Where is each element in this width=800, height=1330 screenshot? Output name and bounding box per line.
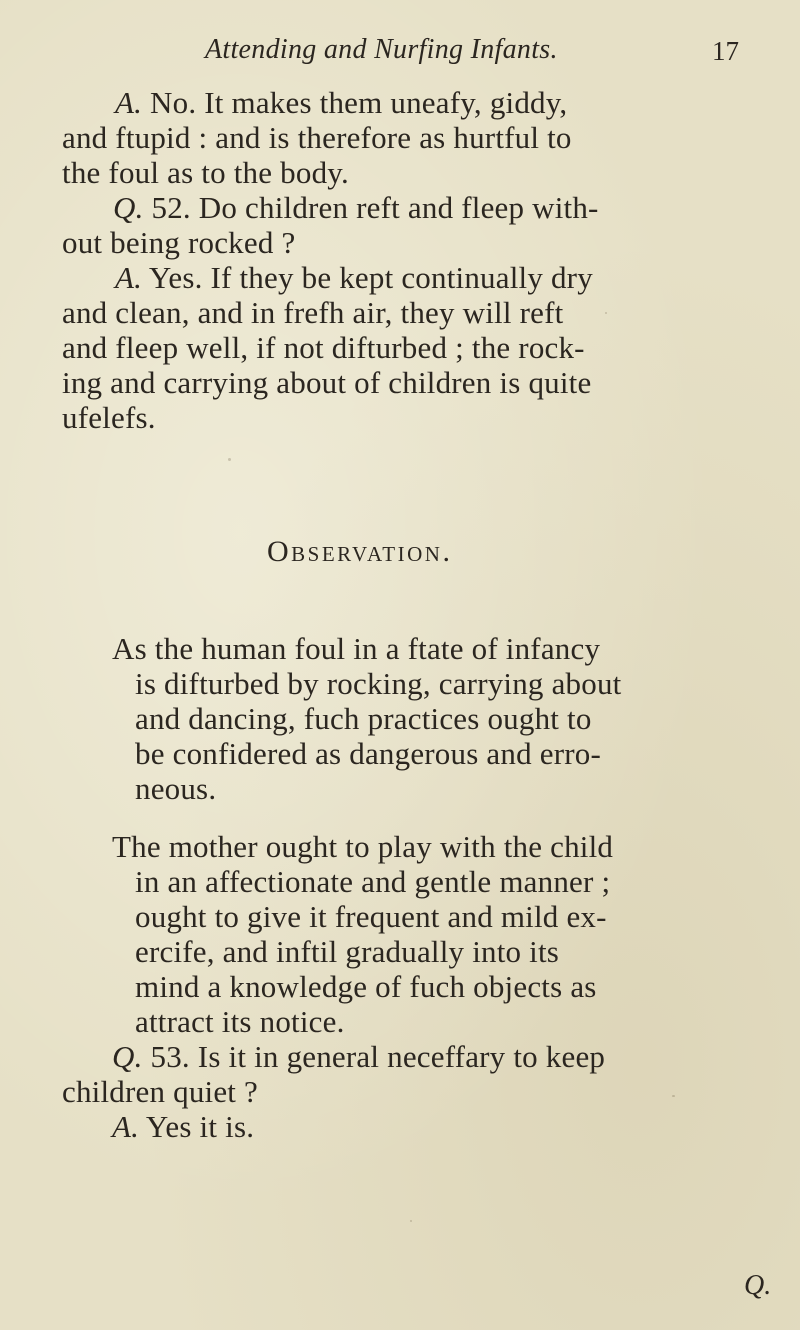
text-line xyxy=(115,86,567,120)
text-line xyxy=(62,226,295,260)
line-text: attract its notice. xyxy=(135,1004,345,1039)
paper-speck xyxy=(605,312,607,314)
text-line xyxy=(62,296,563,330)
text-line xyxy=(135,772,216,806)
line-text: 52. Do children reft and fleep with- xyxy=(143,190,599,225)
text-line xyxy=(135,737,601,771)
text-line xyxy=(115,261,593,295)
text-line xyxy=(113,191,599,225)
text-line xyxy=(62,156,349,190)
running-head xyxy=(0,34,800,74)
line-text: the foul as to the body. xyxy=(62,155,349,190)
line-text: The mother ought to play with the child xyxy=(112,829,614,864)
speaker-label: A. xyxy=(115,85,143,120)
text-line xyxy=(112,1040,605,1074)
paper-speck xyxy=(672,1095,675,1097)
text-line xyxy=(62,401,156,435)
line-text: Yes. If they be kept continually dry xyxy=(142,260,593,295)
speaker-label: Q. xyxy=(112,1039,143,1074)
line-text: ing and carrying about of children is quite xyxy=(62,365,592,400)
line-text: 53. Is it in general neceffary to keep xyxy=(142,1039,606,1074)
catchword: Q. xyxy=(744,1270,772,1301)
text-line xyxy=(112,632,600,666)
paper-speck xyxy=(410,1220,412,1222)
page-number: 17 xyxy=(712,36,739,66)
speaker-label: Q. xyxy=(113,190,144,225)
running-title: Attending and Nurfing Infants. xyxy=(205,34,558,65)
line-text: No. It makes them uneafy, giddy, xyxy=(142,85,568,120)
line-text: and clean, and in frefh air, they will reft xyxy=(62,295,564,330)
line-text: neous. xyxy=(135,771,217,806)
text-line xyxy=(112,830,613,864)
line-text: ought to give it frequent and mild ex- xyxy=(135,899,607,934)
text-line xyxy=(112,1110,254,1144)
speaker-label: A. xyxy=(115,260,143,295)
paper-speck xyxy=(228,458,231,461)
text-line xyxy=(62,1075,258,1109)
line-text: be confidered as dangerous and erro- xyxy=(135,736,601,771)
text-line xyxy=(135,970,597,1004)
text-line xyxy=(135,935,559,969)
text-line xyxy=(135,702,592,736)
line-text: is difturbed by rocking, carrying about xyxy=(135,666,622,701)
line-text: Yes it is. xyxy=(139,1109,255,1144)
line-text: and fleep well, if not difturbed ; the rock- xyxy=(62,330,585,365)
line-text: and dancing, fuch practices ought to xyxy=(135,701,592,736)
speaker-label: A. xyxy=(112,1109,140,1144)
text-line xyxy=(62,121,572,155)
text-line xyxy=(135,900,607,934)
text-line xyxy=(62,331,585,365)
section-heading: Observation. xyxy=(267,535,453,568)
line-text: out being rocked ? xyxy=(62,225,296,260)
line-text: children quiet ? xyxy=(62,1074,259,1109)
line-text: mind a knowledge of fuch objects as xyxy=(135,969,597,1004)
line-text: and ftupid : and is therefore as hurtful to xyxy=(62,120,572,155)
line-text: As the human foul in a ftate of infancy xyxy=(112,631,601,666)
text-line xyxy=(135,1005,345,1039)
text-line xyxy=(135,667,621,701)
line-text: in an affectionate and gentle manner ; xyxy=(135,864,611,899)
text-line xyxy=(135,865,610,899)
line-text: ufelefs. xyxy=(62,400,156,435)
text-line xyxy=(62,366,591,400)
line-text: ercife, and inftil gradually into its xyxy=(135,934,560,969)
